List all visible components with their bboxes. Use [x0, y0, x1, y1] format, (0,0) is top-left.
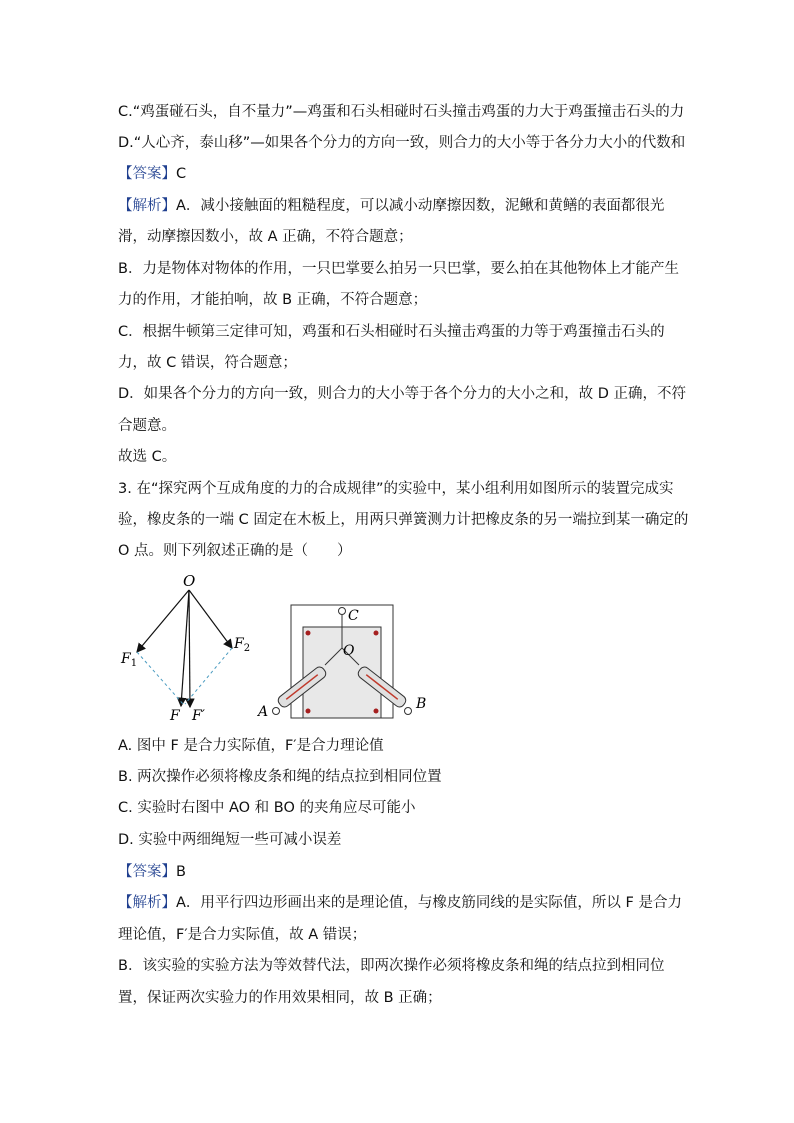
question-3-line-2: 验，橡皮条的一端 C 固定在木板上，用两只弹簧测力计把橡皮条的另一端拉到某一确定的	[118, 512, 689, 528]
answer-value: C	[176, 166, 187, 182]
answer-line-1	[118, 164, 186, 184]
option-d: D. 实验中两细绳短一些可减小误差	[118, 832, 342, 848]
label-a: A	[258, 704, 269, 720]
answer-line-2	[118, 862, 186, 882]
apparatus-diagram	[256, 605, 426, 720]
explanation-c-line-1: C．根据牛顿第三定律可知，鸡蛋和石头相碰时石头撞击鸡蛋的力等于鸡蛋撞击石头的	[118, 324, 665, 340]
explanation-text: A．减小接触面的粗糙程度，可以减小动摩擦因数，泥鳅和黄鳝的表面都很光	[176, 198, 665, 214]
explanation-a-line-2: 滑，动摩擦因数小，故 A 正确，不符合题意；	[118, 229, 413, 245]
option-d-text: D.“人心齐，泰山移”—如果各个分力的方向一致，则合力的大小等于各分力大小的代数和	[118, 135, 686, 151]
force-diagram	[120, 572, 250, 724]
explanation2-b-line-2: 置，保证两次实验力的作用效果相同，故 B 正确；	[118, 990, 442, 1006]
option-c-text: C.“鸡蛋碰石头，自不量力”—鸡蛋和石头相碰时石头撞击鸡蛋的力大于鸡蛋撞击石头的力	[118, 104, 685, 120]
label-f1: $F_1$	[121, 651, 138, 669]
label-f-prime: F′	[192, 708, 205, 724]
question-3-line-1: 3. 在“探究两个互成角度的力的合成规律”的实验中，某小组利用如图所示的装置完成实	[118, 481, 674, 497]
label-c: C	[348, 608, 359, 624]
explanation-tag-2: 【解析】	[118, 895, 176, 911]
label-f: F	[170, 708, 180, 724]
explanation-d-line-1: D．如果各个分力的方向一致，则合力的大小等于各个分力的大小之和，故 D 正确，不符	[118, 386, 687, 402]
explanation-b-line-1: B．力是物体对物体的作用，一只巴掌要么拍另一只巴掌，要么拍在其他物体上才能产生	[118, 261, 679, 277]
answer-tag-2: 【答案】	[118, 864, 176, 880]
label-o-apparatus: O	[343, 643, 355, 659]
answer-value-2: B	[176, 864, 186, 880]
choose-line: 故选 C。	[118, 449, 177, 465]
explanation-b-line-2: 力的作用，才能拍响，故 B 正确，不符合题意；	[118, 292, 428, 308]
option-b: B. 两次操作必须将橡皮条和绳的结点拉到相同位置	[118, 769, 442, 785]
explanation-a-line-1	[118, 196, 664, 216]
explanation2-text: A．用平行四边形画出来的是理论值，与橡皮筋同线的是实际值，所以 F 是合力	[176, 895, 682, 911]
label-o: O	[183, 572, 196, 590]
physics-figure	[110, 570, 440, 730]
option-c: C. 实验时右图中 AO 和 BO 的夹角应尽可能小	[118, 800, 416, 816]
question-3-line-3: O 点。则下列叙述正确的是（ ）	[118, 543, 352, 559]
answer-tag: 【答案】	[118, 166, 176, 182]
label-f2: $F_2$	[234, 636, 251, 654]
explanation2-b-line-1: B．该实验的实验方法为等效替代法，即两次操作必须将橡皮条和绳的结点拉到相同位	[118, 958, 665, 974]
explanation2-a-line-1	[118, 893, 682, 913]
explanation2-a-line-2: 理论值，F′是合力实际值，故 A 错误；	[118, 927, 367, 943]
explanation-d-line-2: 合题意。	[118, 418, 176, 434]
option-a: A. 图中 F 是合力实际值，F′是合力理论值	[118, 738, 384, 754]
explanation-tag: 【解析】	[118, 198, 176, 214]
explanation-c-line-2: 力，故 C 错误，符合题意；	[118, 355, 297, 371]
label-b: B	[416, 696, 427, 712]
